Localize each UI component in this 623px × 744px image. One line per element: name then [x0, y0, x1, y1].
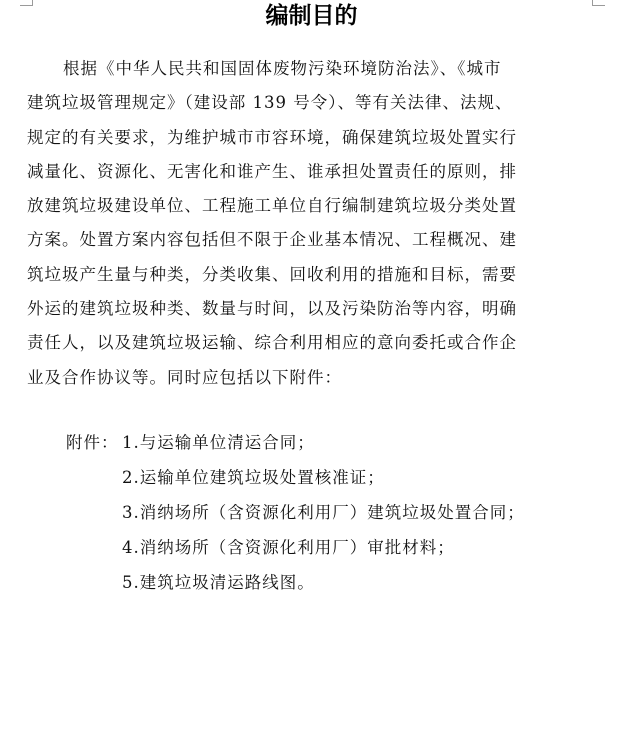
- attachment-text: 3.消纳场所（含资源化利用厂）建筑垃圾处置合同；: [122, 503, 525, 522]
- attachment-text: 4.消纳场所（含资源化利用厂）审批材料；: [122, 538, 455, 557]
- attachment-item: [66, 565, 525, 600]
- page-title: 编制目的: [265, 3, 358, 29]
- paragraph-line: 减量化、资源化、无害化和谁产生、谁承担处置责任的原则，排: [27, 161, 517, 181]
- paragraph-line: 外运的建筑垃圾种类、数量与时间，以及污染防治等内容，明确: [27, 299, 517, 319]
- attachment-item: [66, 460, 525, 495]
- paragraph-line: 建筑垃圾管理规定》（建设部 139 号令）、等有关法律、法规、: [27, 93, 513, 113]
- attachments-list: [66, 425, 525, 600]
- paragraph-line: 业及合作协议等。同时应包括以下附件：: [27, 367, 342, 387]
- paragraph-line: 根据《中华人民共和国固体废物污染环境防治法》、《城市: [63, 59, 502, 78]
- attachments-label: 附件：: [66, 433, 119, 452]
- paragraph-line: 规定的有关要求，为维护城市市容环境，确保建筑垃圾处置实行: [27, 127, 517, 147]
- paragraph-line: 放建筑垃圾建设单位、工程施工单位自行编制建筑垃圾分类处置: [27, 196, 517, 216]
- attachment-text: 5.建筑垃圾清运路线图。: [122, 573, 315, 592]
- attachment-item: [66, 530, 525, 565]
- paragraph-line: 筑垃圾产生量与种类，分类收集、回收利用的措施和目标，需要: [27, 264, 517, 284]
- attachment-item: [66, 495, 525, 530]
- body-paragraph: [27, 52, 579, 395]
- attachment-item: [66, 425, 525, 460]
- attachment-text: 2.运输单位建筑垃圾处置核准证；: [122, 468, 385, 487]
- paragraph-line: 方案。处置方案内容包括但不限于企业基本情况、工程概况、建: [27, 230, 517, 250]
- attachment-text: 1.与运输单位清运合同；: [122, 433, 315, 452]
- paragraph-line: 责任人，以及建筑垃圾运输、综合利用相应的意向委托或合作企: [27, 333, 517, 353]
